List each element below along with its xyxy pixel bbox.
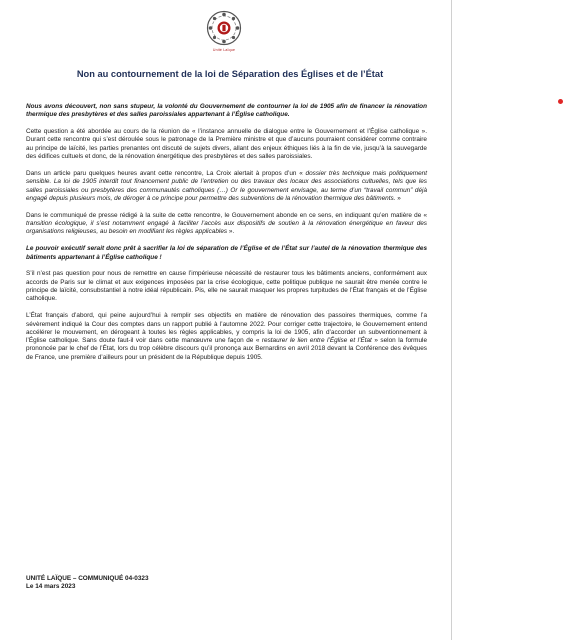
paragraph-renovation: S’il n’est pas question pour nous de remettre en cause l’impérieuse nécessité de restaurer tous les bâtiments anciens, conformément aux accords de Paris sur le climat et aux exigences imposées par la crise écologique, cette politique publique ne saurait être menée contre le principe de laïcité, consubstantiel à notre idéal républicain. Pis, elle ne saurait masquer les propres turpitudes de l’État français et de l’Église catholique. (26, 270, 427, 303)
paragraph-text: Dans le communiqué de presse rédigé à la suite de cette rencontre, le Gouvernement abonde en ce sens, en indiquant qu’en matière de « (26, 211, 427, 219)
paragraph-text: » selon la formule prononcée par le chef de l’État, lors du trop célèbre discours qu’il prononça aux Bernardins en avril 2018 devant la Conférence des évêques de France, une première d’ailleurs pour un président de la République depuis 1905. (26, 337, 427, 361)
paragraph-text: ». (227, 228, 235, 236)
emphasis-paragraph: Le pouvoir exécutif serait donc prêt à sacrifier la loi de séparation de l’Église et de l’État sur l’autel de la rénovation thermique des bâtiments appartenant à l’Église catholique ! (26, 245, 427, 261)
quote-text: dossier très technique mais politiquement sensible. La loi de 1905 interdit tout financement public de l’entretien ou des travaux des locaux des associations cultuelles, tels que les salles paroissiales ou presbytères des communautés catholiques (…) Or le gouvernement envisage, au terme d’un “travail commun” déjà engagé depuis plusieurs mois, de déroger à ce principe pour permettre des subventions de la rénovation thermique des bâtiments. (26, 169, 428, 202)
intro-paragraph: Nous avons découvert, non sans stupeur, la volonté du Gouvernement de contourner la loi de 1905 afin de financer la rénovation thermique des presbytères et des salles paroissiales appartenant à l’Église catholique. (26, 103, 427, 119)
paragraph-text: L’État français d’abord, qui peine aujourd’hui à remplir ses objectifs en matière de rénovation des passoires thermiques, comme l’a sévèrement indiqué la Cour des comptes dans un rapport publié à l’automne 2022. Pour corriger cette trajectoire, le Gouvernement entend accélérer le mouvement, en dérogeant à toutes les règles applicables, y compris la loi de 1905, afin d’accorder un subventionnement à l’Église catholique. Sans doute faut-il voir dans cette manœuvre une façon de « (26, 312, 427, 345)
document-body (26, 103, 427, 371)
paragraph-dialogue: Cette question a été abordée au cours de la réunion de « l’instance annuelle de dialogue entre le Gouvernement et l’Église catholique ». Durant cette rencontre qui s’est déroulée sous le patronage de la Première ministre et que d’aucuns pourraient considérer comme contraire au principe de laïcité, les parties prenantes ont discuté de sujets divers, allant des enjeux éthiques liés à la fin de vie, jusqu’à la sauvegarde des édifices cultuels et donc, de la rénovation énergétique des presbytères et des salles paroissiales. (26, 128, 427, 161)
unity-circle-logo-icon (206, 10, 242, 46)
paragraph-communique (26, 212, 427, 237)
logo-caption: Unité Laïque (212, 48, 236, 52)
paragraph-etat-francais (26, 312, 427, 362)
quote-text: transition écologique, il s’est notamment engagé à faciliter l’accès aux dispositifs de soutien à la rénovation énergétique en faveur des organisations religieuses, au besoin en modifiant les règles applicables (26, 220, 427, 236)
footer-signature: UNITÉ LAÏQUE – COMMUNIQUÉ 04-0323 (26, 575, 149, 582)
page-title: Non au contournement de la loi de Séparation des Églises et de l’État (76, 69, 384, 79)
red-marker-dot (558, 99, 563, 104)
document-footer (26, 575, 149, 592)
paragraph-text: Dans un article paru quelques heures avant cette rencontre, La Croix alertait à propos d’un « (26, 169, 306, 177)
footer-date: Le 14 mars 2023 (26, 583, 76, 591)
paragraph-text: » (395, 194, 401, 202)
quote-text: restaurer le lien entre l’Église et l’État (261, 337, 372, 345)
paragraph-la-croix (26, 170, 427, 203)
